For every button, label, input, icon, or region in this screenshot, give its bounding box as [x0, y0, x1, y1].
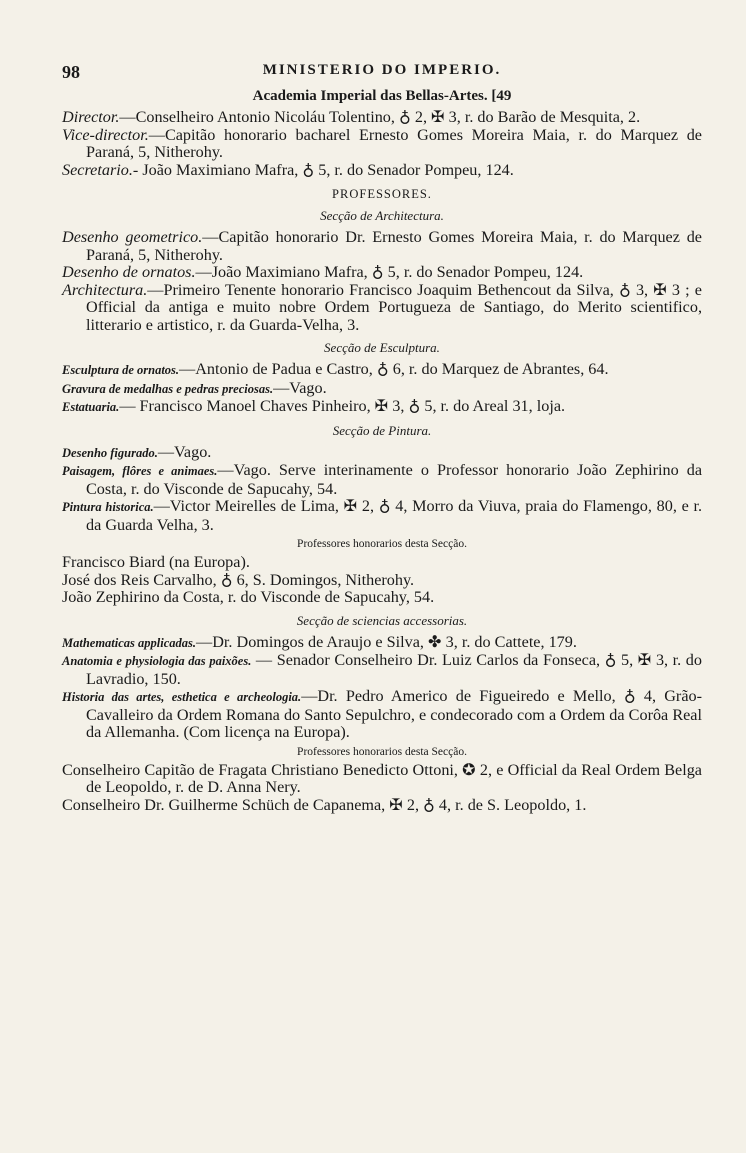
honorary-entry: Conselheiro Dr. Guilherme Schüch de Capanema, ✠ 2, ♁ 4, r. de S. Leopoldo, 1. [62, 795, 587, 814]
running-head: MINISTERIO DO IMPERIO. [262, 62, 502, 78]
section-title: Academia Imperial das Bellas-Artes. [49 [252, 88, 512, 104]
section-heading: Secção de Esculptura. [324, 340, 440, 355]
professor-entry: Paisagem, flôres e animaes.—Vago. Serve interinamente o Professor honorario João Zephirino da Costa, r. do Visconde de Sapucahy, 54. [62, 461, 702, 498]
professor-entry: Anatomia e physiologia das paixões. — Senador Conselheiro Dr. Luiz Carlos da Fonseca, ♁ 5, ✠ 3, r. do Lavradio, 150. [62, 651, 702, 688]
professor-entry: Desenho figurado.—Vago. [62, 442, 212, 461]
honorary-heading: Professores honorarios desta Secção. [297, 538, 467, 550]
professor-entry: Desenho de ornatos.—João Maximiano Mafra, ♁ 5, r. do Senador Pompeu, 124. [62, 263, 584, 281]
professor-entry: Esculptura de ornatos.—Antonio de Padua e Castro, ♁ 6, r. do Marquez de Abrantes, 64. [62, 360, 609, 378]
officer-entry: Secretario.- João Maximiano Mafra, ♁ 5, r. do Senador Pompeu, 124. [62, 160, 514, 179]
professor-entry: Desenho geometrico.—Capitão honorario Dr. Ernesto Gomes Moreira Maia, r. do Marquez de Paraná, 5, Nitherohy. [62, 228, 702, 264]
honorary-entry: Conselheiro Capitão de Fragata Christiano Benedicto Ottoni, ✪ 2, e Official da Real Ordem Belga de Leopoldo, r. de D. Anna Nery. [62, 760, 702, 796]
section-heading: Secção de Pintura. [332, 422, 432, 438]
officer-entry: Vice-director.—Capitão honorario bacharel Ernesto Gomes Moreira Maia, r. do Marquez de Paraná, 5, Nitherohy. [62, 125, 702, 161]
honorary-entry: José dos Reis Carvalho, ♁ 6, S. Domingos, Nitherohy. [62, 570, 415, 589]
page-number: 98 [62, 62, 80, 82]
professor-entry: Pintura historica.—Victor Meirelles de Lima, ✠ 2, ♁ 4, Morro da Viuva, praia do Flamengo, 80, e r. da Guarda Velha, 3. [62, 497, 702, 534]
page-header [62, 60, 702, 86]
honorary-heading: Professores honorarios desta Secção. [297, 745, 467, 758]
officer-entry: Director.—Conselheiro Antonio Nicoláu Tolentino, ♁ 2, ✠ 3, r. do Barão de Mesquita, 2. [62, 108, 641, 126]
section-heading: Secção de Architectura. [320, 208, 444, 223]
professor-entry: Estatuaria.— Francisco Manoel Chaves Pinheiro, ✠ 3, ♁ 5, r. do Areal 31, loja. [62, 397, 566, 415]
professor-entry: Historia das artes, esthetica e archeologia.—Dr. Pedro Americo de Figueiredo e Mello, ♁ 4, Grão-Cavalleiro da Ordem Romana do Santo Sepulchro, e condecorado com a Ordem da Corôa Real da Allemanha. (Com licença na Europa). [62, 687, 702, 741]
professors-heading: PROFESSORES. [332, 187, 432, 201]
section-heading: Secção de sciencias accessorias. [296, 612, 468, 628]
document-page [62, 60, 702, 814]
honorary-entry: João Zephirino da Costa, r. do Visconde de Sapucahy, 54. [62, 588, 435, 606]
officers-list [62, 109, 702, 179]
professor-entry: Mathematicas applicadas.—Dr. Domingos de Araujo e Silva, ✤ 3, r. do Cattete, 179. [62, 632, 577, 651]
professor-entry: Gravura de medalhas e pedras preciosas.—Vago. [62, 378, 327, 397]
honorary-entry: Francisco Biard (na Europa). [62, 553, 250, 571]
professor-entry: Architectura.—Primeiro Tenente honorario Francisco Joaquim Bethencout da Silva, ♁ 3, ✠ 3 ; e Official da antiga e muito nobre Ordem Portugueza de Santiago, do Merito scientifico, litterario e artistico, r. da Guarda-Velha, 3. [62, 280, 702, 334]
